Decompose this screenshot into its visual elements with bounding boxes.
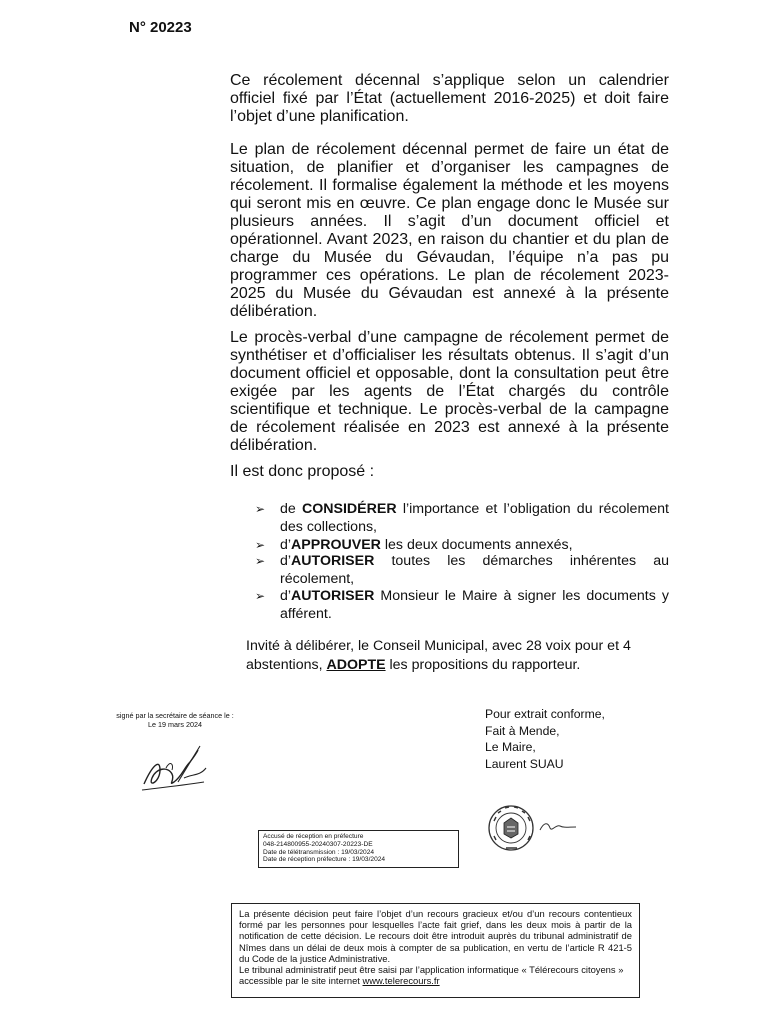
document-number: N° 20223 [129,19,192,36]
arrow-bullet-icon: ➢ [255,589,266,603]
telerecours-link[interactable]: www.telerecours.fr [362,975,440,987]
bullet-item: ➢ d’APPROUVER les deux documents annexés, [255,537,573,553]
secretary-signed-note: signé par la secrétaire de séance le : Le 19 mars 2024 [116,711,234,729]
bullet-keyword: CONSIDÉRER [302,501,397,517]
prefecture-receipt-box: Accusé de réception en préfecture 048-214800955-20240307-20223-DE Date de télétransmission : 19/03/2024 Date de réception préfecture : 19/03/2024 [258,830,459,868]
town-seal-stamp [486,803,538,853]
adopte-keyword: ADOPTE [326,657,386,673]
arrow-bullet-icon: ➢ [255,554,266,568]
paragraph-minutes: Le procès-verbal d’une campagne de récolement permet de synthétiser et d’officialiser les résultats obtenus. Il s’agit d’un document officiel et opposable, dont la consultation peut être exigée par les agents de l’État chargés du contrôle scientifique et technique. Le procès-verbal de la campagne de récolement réalisée en 2023 est annexé à la présente délibération. [230,329,669,454]
bullet-item: ➢ d’AUTORISER Monsieur le Maire à signer les documents y afférent. [255,588,669,623]
bullet-item: ➢ de CONSIDÉRER l’importance et l’obligation du récolement des collections, [255,501,669,536]
secretary-signature [138,738,210,796]
proposal-intro: Il est donc proposé : [230,463,375,480]
bullet-keyword: AUTORISER [291,588,375,604]
bullet-keyword: APPROUVER [291,537,381,553]
mayor-signature [538,818,578,836]
paragraph-schedule: Ce récolement décennal s’applique selon un calendrier officiel fixé par l’État (actuellement 2016-2025) et doit faire l’objet d’une planification. [230,72,669,125]
appeal-notice-box: La présente décision peut faire l’objet d’un recours gracieux et/ou d’un recours contentieux formé par les personnes pour lesquelles l’acte fait grief, dans les deux mois à partir de la notification de cette décision. Le recours doit être introduit auprès du tribunal administratif de Nîmes dans un délai de deux mois à compter de sa publication, en vertu de l’article R 421-5 du Code de la justice Administrative. Le tribunal administratif peut être saisi par l’application informatique « Télérecours citoyens » accessible par le site internet www.telerecours.fr [231,903,640,998]
conclusion: Invité à délibérer, le Conseil Municipal, avec 28 voix pour et 4 abstentions, ADOPTE les propositions du rapporteur. [246,638,631,673]
extract-conforme: Pour extrait conforme, Fait à Mende, Le Maire, Laurent SUAU [485,707,605,771]
bullet-item: ➢ d’AUTORISER toutes les démarches inhérentes au récolement, [255,553,669,588]
paragraph-plan: Le plan de récolement décennal permet de faire un état de situation, de planifier et d’organiser les campagnes de récolement. Il formalise également la méthode et les moyens qui seront mis en œuvre. Ce plan engage donc le Musée sur plusieurs années. Il s’agit d’un document officiel et opérationnel. Avant 2023, en raison du chantier et du plan de charge du Musée du Gévaudan, l’équipe n’a pas pu programmer ces opérations. Le plan de récolement 2023-2025 du Musée du Gévaudan est annexé à la présente délibération. [230,141,669,320]
arrow-bullet-icon: ➢ [255,502,266,516]
arrow-bullet-icon: ➢ [255,538,266,552]
bullet-keyword: AUTORISER [291,553,375,569]
